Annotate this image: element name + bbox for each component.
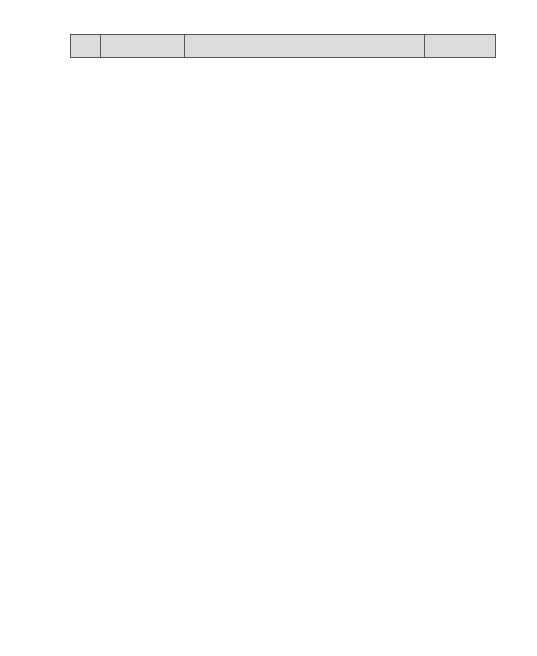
header-code [101,35,185,58]
document-sheet [70,34,495,58]
header-measure [425,35,496,58]
header-serial [71,35,101,58]
header-name [185,35,425,58]
table-header-row [71,35,496,58]
commodity-table [70,34,496,58]
